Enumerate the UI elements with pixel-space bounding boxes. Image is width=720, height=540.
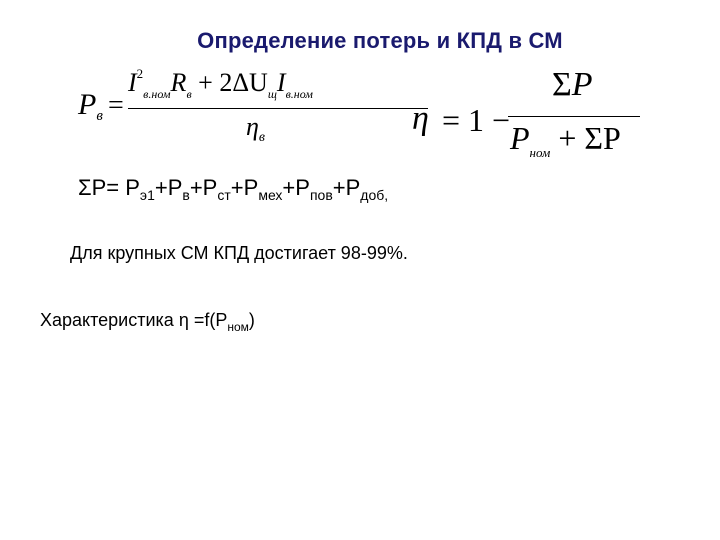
fraction-bar xyxy=(128,108,428,109)
formula-rhs: = 1 − xyxy=(442,102,511,138)
losses-sum-formula: $\Sigma Р= Р_{э1}+Р_в+Р_{ст}+Р_{мех}+Р_{пов}+Р_{доб,}$ xyxy=(78,175,389,203)
formula-equals: = xyxy=(108,90,124,121)
page-title: Определение потерь и КПД в СМ xyxy=(197,28,563,53)
characteristic-label: Характеристика $\eta =f(Р_{ном})$ xyxy=(40,310,255,334)
formula-denominator: $P_{ном} + \Sigma P$ xyxy=(510,120,621,160)
fraction-bar xyxy=(508,116,640,117)
efficiency-note: Для крупных СМ КПД достигает 98-99%. xyxy=(70,243,408,263)
formula-denominator: $\eta_в$ xyxy=(246,112,265,145)
formula-numerator: $I^2_{в.ном}R_в + 2\Delta U_щI_{в.ном}$ xyxy=(128,66,313,101)
formula-lhs: η xyxy=(412,100,429,137)
formula-efficiency xyxy=(412,66,652,166)
formula-lhs: $P_в$ xyxy=(78,88,103,124)
formula-numerator: ΣP xyxy=(552,66,593,103)
formula-field-losses xyxy=(78,66,378,156)
